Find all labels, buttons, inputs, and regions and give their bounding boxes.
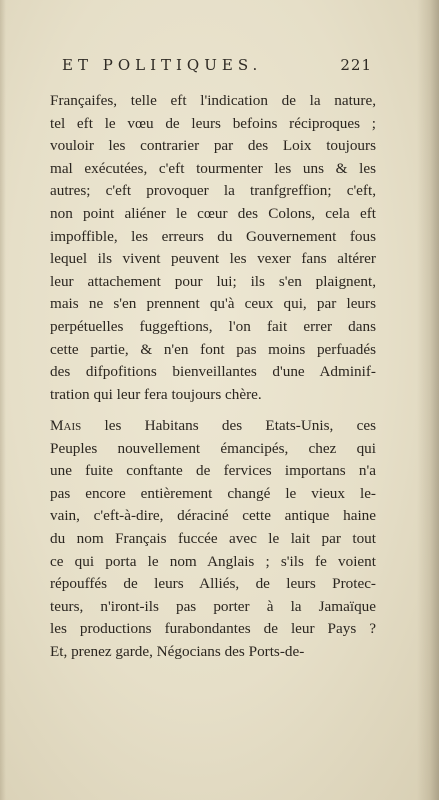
- text-line: autres; c'eft provoquer la tranfgreffion; c'eft,: [50, 182, 376, 200]
- spine-shadow: [417, 0, 439, 800]
- text-line: du nom Français fuccée avec le lait par tout: [50, 529, 376, 547]
- text-line: cette partie, & n'en font pas moins perfuadés: [50, 340, 376, 358]
- text-line: ce qui porta le nom Anglais ; s'ils fe voient: [50, 552, 376, 570]
- text-line: impoffible, les erreurs du Gouvernement fous: [50, 227, 376, 245]
- text-line: teurs, n'iront-ils pas porter à la Jamaïque: [50, 597, 376, 615]
- text-line: mal exécutées, c'eft tourmenter les uns & les: [50, 159, 376, 177]
- text-line: lequel ils vivent peuvent les vexer fans altérer: [50, 250, 376, 268]
- text-line: vain, c'eft-à-dire, déraciné cette antique haine: [50, 507, 376, 525]
- text-line: une fuite conftante de fervices importans n'a: [50, 462, 376, 480]
- text-line: des difpofitions bienveillantes d'une Adminif-: [50, 363, 376, 381]
- paragraph-2: [50, 415, 376, 664]
- paragraph-1: [50, 90, 376, 406]
- text-line: perpétuelles fuggeftions, l'on fait errer dans: [50, 317, 376, 335]
- text-line: Peuples nouvellement émancipés, chez qui: [50, 439, 376, 457]
- text-line: non point aliéner le cœur des Colons, cela eft: [50, 204, 376, 222]
- text-line: tration qui leur fera toujours chère.: [50, 385, 262, 403]
- text-line: [50, 415, 376, 438]
- text-line: répouffés de leurs Alliés, de leurs Protec-: [50, 575, 376, 593]
- text-line: les productions furabondantes de leur Pays ?: [50, 620, 376, 638]
- text-line: Françaifes, telle eft l'indication de la nature,: [50, 92, 376, 109]
- page-header: [62, 56, 372, 80]
- text-line: Et, prenez garde, Négocians des Ports-de-: [50, 642, 305, 660]
- page-left-edge: [0, 0, 6, 800]
- text-line: mais ne s'en prennent qu'à ceux qui, par leurs: [50, 295, 376, 313]
- text-line: tel eft le vœu de leurs befoins réciproques ;: [50, 114, 376, 132]
- running-head: ET POLITIQUES.: [62, 56, 263, 74]
- text-line: pas encore entièrement changé le vieux le-: [50, 484, 376, 502]
- page-number: 221: [340, 56, 372, 74]
- paragraph-initial-word: Mais: [50, 417, 82, 434]
- text-line: vouloir les contrarier par des Loix toujours: [50, 137, 376, 155]
- first-line-rest: les Habitans des Etats-Unis, ces: [81, 417, 376, 434]
- text-line: leur attachement pour lui; ils s'en plaignent,: [50, 272, 376, 290]
